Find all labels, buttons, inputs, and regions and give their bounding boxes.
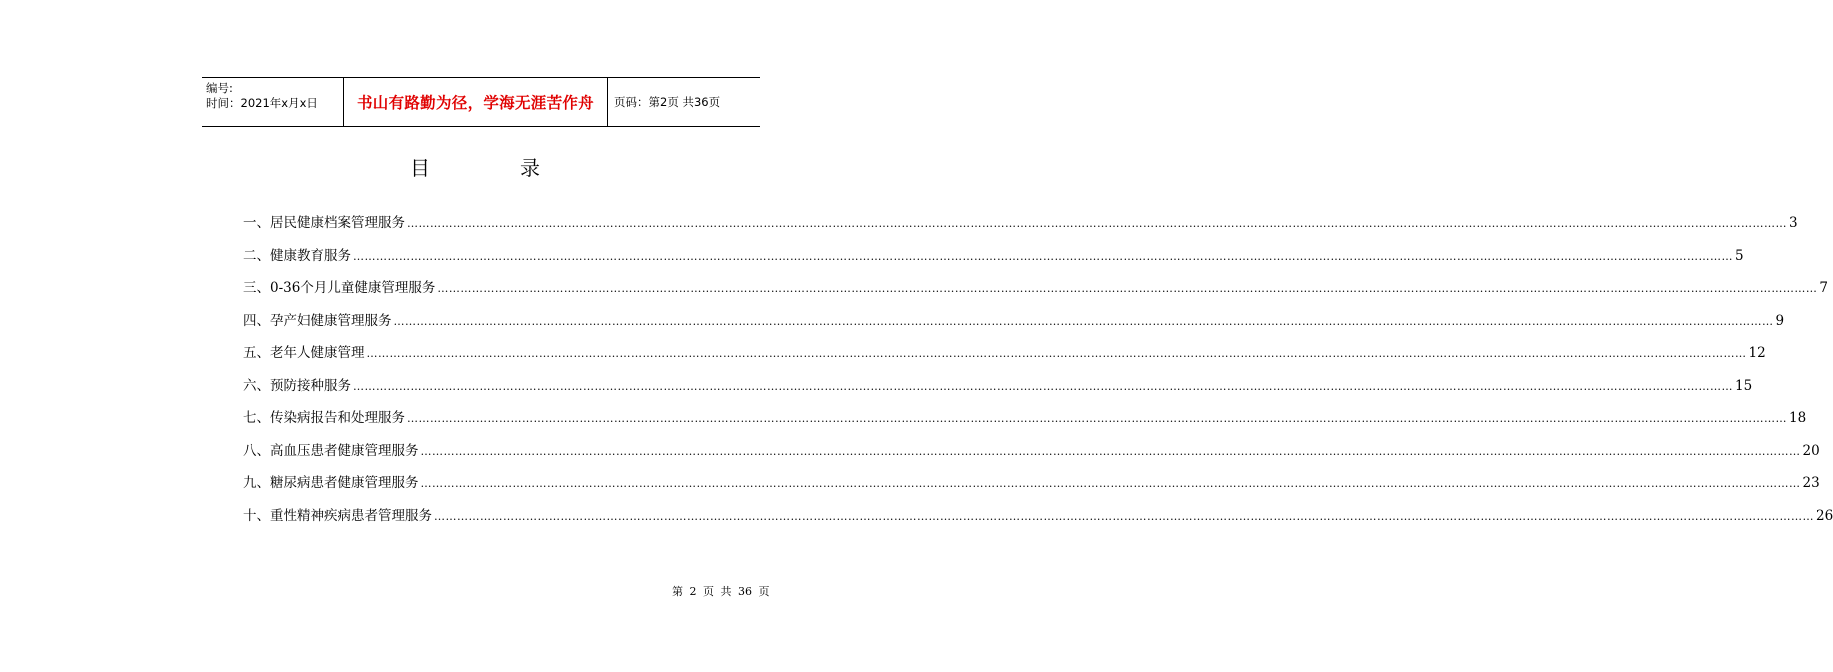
header-page-info: 页码：第2页 共36页 (614, 95, 721, 109)
header-motto: 书山有路勤为径，学海无涯苦作舟 (343, 78, 608, 126)
leader-dots: ……………………………………………………………………………………………………………………………………………………………………………………………………………………………………………………………………………………………………………………………… (407, 217, 1787, 230)
leader-dots: ……………………………………………………………………………………………………………………………………………………………………………………………………………………………………………………………………………………………………………………………… (366, 347, 1747, 360)
leader-dots: ……………………………………………………………………………………………………………………………………………………………………………………………………………………………………………………………………………………………………………………………… (407, 412, 1787, 425)
toc-entry-label: 三、0-36个月儿童健康管理服务 (243, 280, 436, 296)
toc-entry[interactable] (243, 276, 1828, 309)
leader-dots: ……………………………………………………………………………………………………………………………………………………………………………………………………………………………………………………………………………………………………………………………… (420, 477, 1801, 490)
toc-entry-page: 7 (1819, 280, 1828, 296)
toc-entry-page: 5 (1735, 247, 1744, 264)
toc-entry[interactable] (243, 504, 1833, 537)
toc-entry-label: 一、居民健康档案管理服务 (243, 215, 405, 231)
leader-dots: ……………………………………………………………………………………………………………………………………………………………………………………………………………………………………………………………………………………………………………………………… (353, 379, 1733, 393)
toc-entry[interactable] (243, 471, 1820, 504)
toc-entry-page: 20 (1802, 442, 1820, 459)
toc-entry[interactable] (243, 406, 1807, 439)
toc-entry-label: 五、老年人健康管理 (243, 345, 365, 361)
leader-dots: ……………………………………………………………………………………………………………………………………………………………………………………………………………………………………………………………………………………………………………………………… (353, 249, 1733, 263)
toc-title-char-1: 目 (410, 156, 430, 180)
leader-dots: ……………………………………………………………………………………………………………………………………………………………………………………………………………………………………………………………………………………………………………………………… (420, 444, 1801, 458)
toc-entry-label: 二、健康教育服务 (243, 247, 351, 264)
toc-entry-label: 六、预防接种服务 (243, 377, 351, 394)
serial-number-label: 编号: (206, 81, 233, 95)
document-header (202, 77, 760, 127)
toc-entry[interactable] (243, 341, 1766, 374)
toc-entry-page: 26 (1816, 507, 1833, 524)
leader-dots: ……………………………………………………………………………………………………………………………………………………………………………………………………………………………………………………………………………………………………………………………… (437, 282, 1818, 295)
toc-entry[interactable] (243, 309, 1785, 342)
toc-entry[interactable] (243, 439, 1820, 472)
leader-dots: ……………………………………………………………………………………………………………………………………………………………………………………………………………………………………………………………………………………………………………………………… (434, 509, 1814, 523)
toc-title (0, 152, 950, 181)
toc-entry[interactable] (243, 244, 1744, 277)
page-footer: 第 2 页 共 36 页 (672, 585, 770, 598)
table-of-contents (243, 211, 1833, 536)
toc-entry-page: 3 (1789, 215, 1798, 231)
toc-entry-page: 9 (1775, 312, 1785, 329)
toc-entry-label: 十、重性精神疾病患者管理服务 (243, 507, 432, 524)
toc-title-char-2: 录 (520, 156, 540, 180)
toc-entry-label: 九、糖尿病患者健康管理服务 (243, 475, 419, 491)
toc-entry[interactable] (243, 211, 1798, 244)
header-info-cell (202, 78, 343, 126)
toc-entry-page: 15 (1735, 377, 1753, 394)
toc-entry-page: 12 (1748, 345, 1766, 361)
toc-entry-label: 七、传染病报告和处理服务 (243, 410, 405, 426)
toc-entry-label: 四、孕产妇健康管理服务 (243, 312, 392, 329)
toc-entry-label: 八、高血压患者健康管理服务 (243, 442, 419, 459)
toc-entry-page: 23 (1802, 475, 1820, 491)
toc-entry-page: 18 (1789, 410, 1807, 426)
date-label: 时间：2021年x月x日 (206, 96, 318, 110)
leader-dots: ……………………………………………………………………………………………………………………………………………………………………………………………………………………………………………………………………………………………………………………………… (393, 314, 1774, 328)
toc-entry[interactable] (243, 374, 1753, 407)
